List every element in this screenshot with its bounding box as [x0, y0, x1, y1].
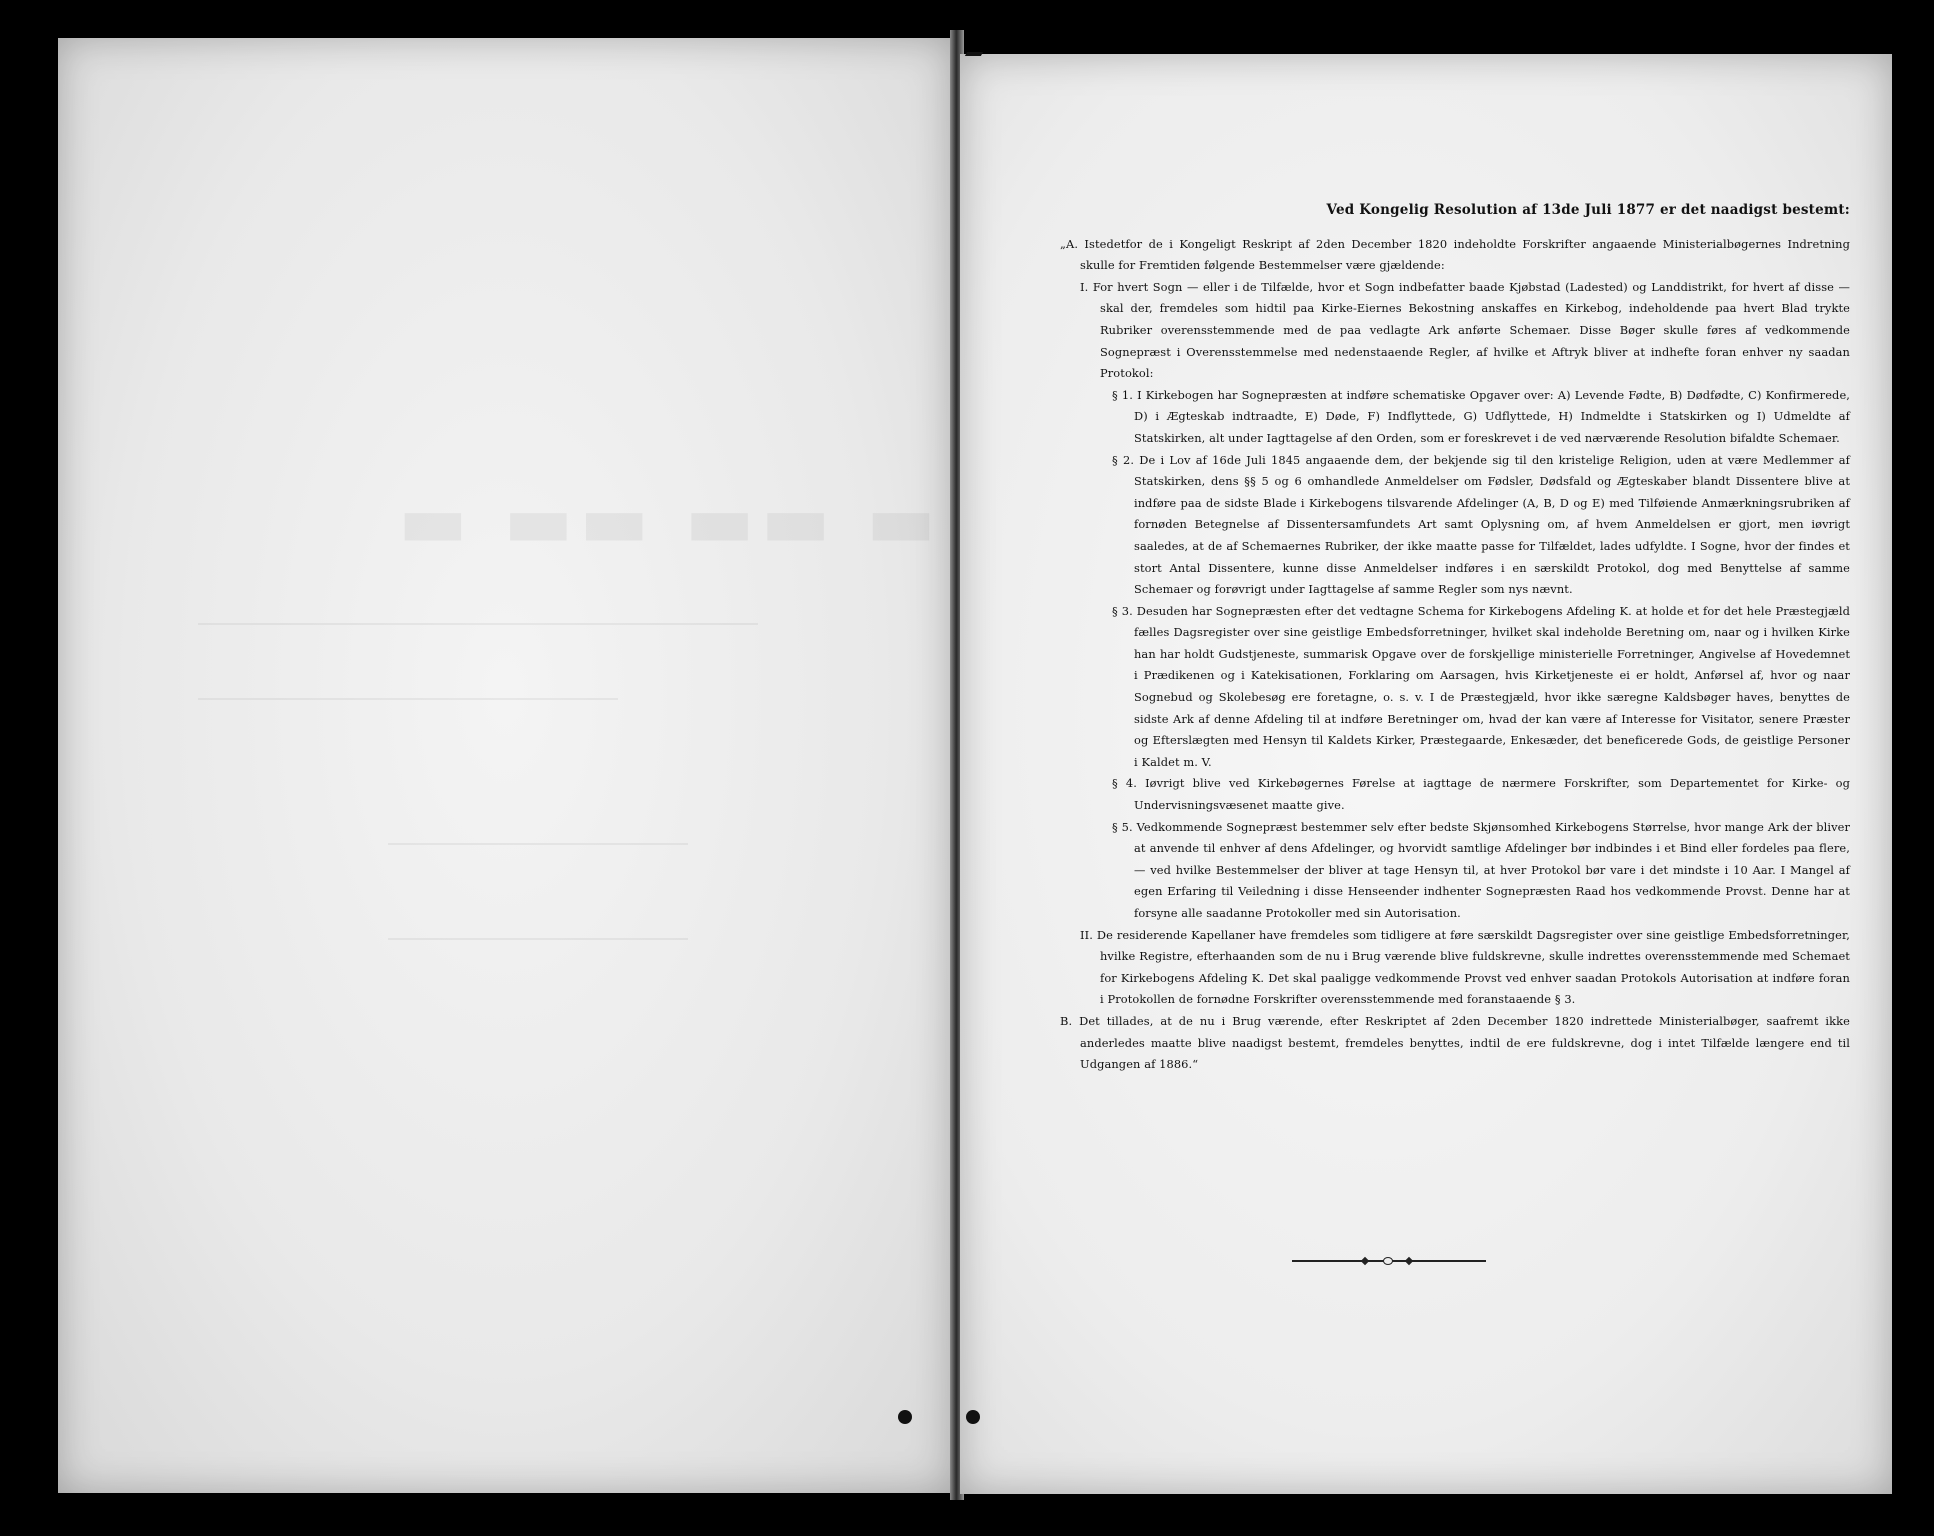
binding-hole	[898, 1410, 912, 1424]
ornament-ring	[1383, 1257, 1393, 1265]
paragraph-2: § 2. De i Lov af 16de Juli 1845 angaaende dem, der bekjende sig til den kristelige Religion, uden at være Medlemmer af Statskirken, dens §§ 5 og 6 omhandlede Anmeldelser om Fødsler, Dødsfald og Ægteskaber blandt Dissentere blive at indføre paa de sidste Blade i Kirkebogens tilsvarende Afdelinger (A, B, D og E) med Tilføiende Anmærkningsrubriken af fornøden Betegnelse af Dissentersamfundets Art samt Oplysning om, af hvem Anmeldelsen er gjort, men iøvrigt saaledes, at de af Schemaernes Rubriker, der ikke maatte passe for Tilfældet, lades udfyldte. I Sogne, hvor der findes et stort Antal Dissentere, kunne disse Anmeldelser indføres i en særskildt Protokol, dog med Benyttelse af samme Schemaer og forøvrigt under Iagttagelse af samme Regler som nys nævnt.	[1112, 452, 1850, 597]
show-through-line	[388, 843, 688, 845]
resolution-text	[1060, 200, 1850, 1076]
paragraph-4: § 4. Iøvrigt blive ved Kirkebøgernes Førelse at iagttage de nærmere Forskrifter, som Departementet for Kirke- og Undervisningsvæsenet maatte give.	[1112, 776, 1850, 813]
paragraph-3: § 3. Desuden har Sognepræsten efter det vedtagne Schema for Kirkebogens Afdeling K. at holde et for det hele Præstegjæld fælles Dagsregister over sine geistlige Embedsforretninger, hvilket skal indeholde Beretning om, naar og i hvilken Kirke han har holdt Gudstjeneste, summarisk Opgave over de forskjellige ministerielle Forretninger, Angivelse af Hovedemnet i Prædikenen og i Katekisationen, Forklaring om Aarsagen, hvis Kirketjeneste ei er holdt, Anførsel af, hvor og naar Sognebud og Skolebesøg ere foretagne, o. s. v. I de Præstegjæld, hvor ikke særegne Kaldsbøger haves, benyttes de sidste Ark af denne Afdeling til at indføre Beretninger om, hvad der kan være af Interesse for Visitator, senere Præster og Efterslægten med Hensyn til Kaldets Kirker, Præstegaarde, Enkesæder, det beneficerede Gods, de geistlige Personer i Kaldet m. V.	[1112, 603, 1850, 769]
left-page	[58, 38, 952, 1493]
ornament-diamond	[1405, 1257, 1413, 1265]
show-through-title: ▬ ▬▬ ▬▬ ▬	[398, 478, 943, 564]
show-through-line	[198, 623, 758, 625]
roman-i: I. For hvert Sogn — eller i de Tilfælde, hvor et Sogn indbefatter baade Kjøbstad (Ladested) og Landdistrikt, for hvert af disse — skal der, fremdeles som hidtil paa Kirke-Eiernes Bekostning anskaffes en Kirkebog, indeholdende paa hvert Blad trykte Rubriker overensstemmende med de paa vedlagte Ark anførte Schemaer. Disse Bøger skulle føres af vedkommende Sognepræst i Overensstemmelse med nedenstaaende Regler, af hvilke et Aftryk bliver at indhefte foran enhver ny saadan Protokol:	[1080, 279, 1850, 381]
binding-hole	[966, 1410, 980, 1424]
section-b: B. Det tillades, at de nu i Brug værende, efter Reskriptet af 2den December 1820 indrettede Ministerialbøger, saafremt ikke anderledes maatte blive naadigst bestemt, fremdeles benyttes, indtil de ere fuldskrevne, dog i intet Tilfælde længere end til Udgangen af 1886.“	[1060, 1013, 1850, 1072]
ornament-diamond	[1361, 1257, 1369, 1265]
page-mark	[965, 52, 983, 56]
paragraph-1: § 1. I Kirkebogen har Sognepræsten at indføre schematiske Opgaver over: A) Levende Fødte, B) Dødfødte, C) Konfirmerede, D) i Ægteskab indtraadte, E) Døde, F) Indflyttede, G) Udflyttede, H) Indmeldte i Statskirken og I) Udmeldte af Statskirken, alt under Iagttagelse af den Orden, som er foreskrevet i de ved nærværende Resolution bifaldte Schemaer.	[1112, 387, 1850, 445]
resolution-heading: Ved Kongelig Resolution af 13de Juli 1877 er det naadigst bestemt:	[1326, 202, 1850, 218]
closing-ornament	[1292, 1258, 1486, 1264]
section-a: „A. Istedetfor de i Kongeligt Reskript af 2den December 1820 indeholdte Forskrifter angaaende Ministerialbøgernes Indretning skulle for Fremtiden følgende Bestemmelser være gjældende:	[1060, 236, 1850, 273]
show-through-line	[388, 938, 688, 940]
show-through-line	[198, 698, 618, 700]
paragraph-5: § 5. Vedkommende Sognepræst bestemmer selv efter bedste Skjønsomhed Kirkebogens Størrelse, hvor mange Ark der bliver at anvende til enhver af dens Afdelinger, og hvorvidt samtlige Afdelinger bør indbindes i et Bind eller fordeles paa flere, — ved hvilke Bestemmelser der bliver at tage Hensyn til, at hver Protokol bør vare i det mindste i 10 Aar. I Mangel af egen Erfaring til Veiledning i disse Henseender indhenter Sognepræsten Raad hos vedkommende Provst. Denne har at forsyne alle saadanne Protokoller med sin Autorisation.	[1112, 819, 1850, 920]
roman-ii: II. De residerende Kapellaner have fremdeles som tidligere at føre særskildt Dagsregister over sine geistlige Embedsforretninger, hvilke Registre, efterhaanden som de nu i Brug værende blive fuldskrevne, skulle indrettes overensstemmende med Schemaet for Kirkebogens Afdeling K. Det skal paaligge vedkommende Provst ved enhver saadan Protokols Autorisation at indføre foran i Protokollen de fornødne Forskrifter overensstemmende med foranstaaende § 3.	[1080, 927, 1850, 1007]
